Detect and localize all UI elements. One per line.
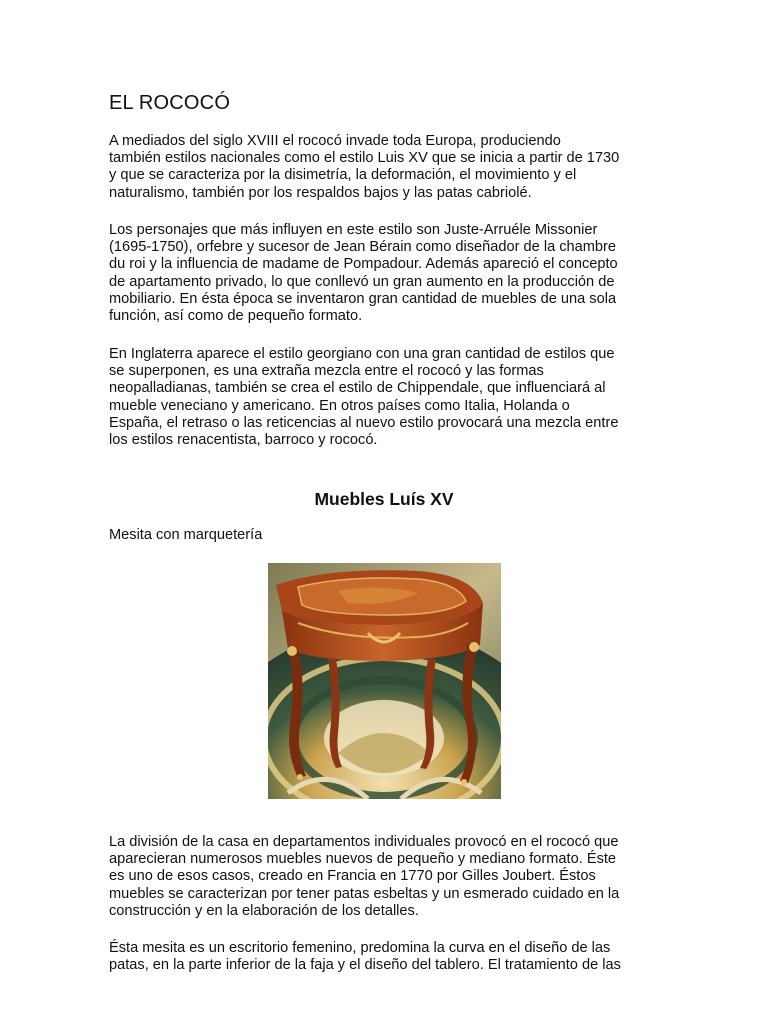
image-caption: Mesita con marquetería [109, 527, 263, 543]
paragraph-mesita: Ésta mesita es un escritorio femenino, predomina la curva en el diseño de las patas, en la parte inferior de la faja y el diseño del tablero. El tratamiento de las [109, 940, 621, 974]
section-subtitle: Muebles Luís XV [314, 489, 454, 509]
paragraph-division: La división de la casa en departamentos individuales provocó en el rococó que aparecieran numerosos muebles nuevos de pequeño y mediano formato. Éste es uno de esos casos, creado en Francia en 1770 por Gilles Joubert. Éstos muebles se caracterizan por tener patas esbeltas y un esmerado cuidado en la construcción y en la elaboración de los detalles. [109, 834, 620, 919]
document-title: EL ROCOCÓ [109, 92, 231, 114]
paragraph-inglaterra: En Inglaterra aparece el estilo georgiano con una gran cantidad de estilos que se superponen, es una extraña mezcla entre el rococó y las formas neopalladianas, también se crea el estilo de Chippendale, que influenciará al mueble veneciano y americano. En otros países como Italia, Holanda o España, el retraso o las reticencias al nuevo estilo provocará una mezcla entre los estilos renacentista, barroco y rococó. [109, 346, 619, 449]
paragraph-intro: A mediados del siglo XVIII el rococó invade toda Europa, produciendo también estilos nacionales como el estilo Luis XV que se inicia a partir de 1730 y que se caracteriza por la disimetría, la deformación, el movimiento y el naturalismo, también por los respaldos bajos y las patas cabriolé. [109, 133, 620, 201]
marquetry-table-photo [268, 563, 501, 799]
marquetry-table-illustration [268, 563, 501, 799]
paragraph-personajes: Los personajes que más influyen en este estilo son Juste-Arruéle Missonier (1695-1750), orfebre y sucesor de Jean Bérain como diseñador de la chambre du roi y la influencia de madame de Pompadour. Además apareció el concepto de apartamento privado, lo que conllevó un gran aumento en la producción de mobiliario. En ésta época se inventaron gran cantidad de muebles de una sola función, así como de pequeño formato. [109, 222, 618, 325]
